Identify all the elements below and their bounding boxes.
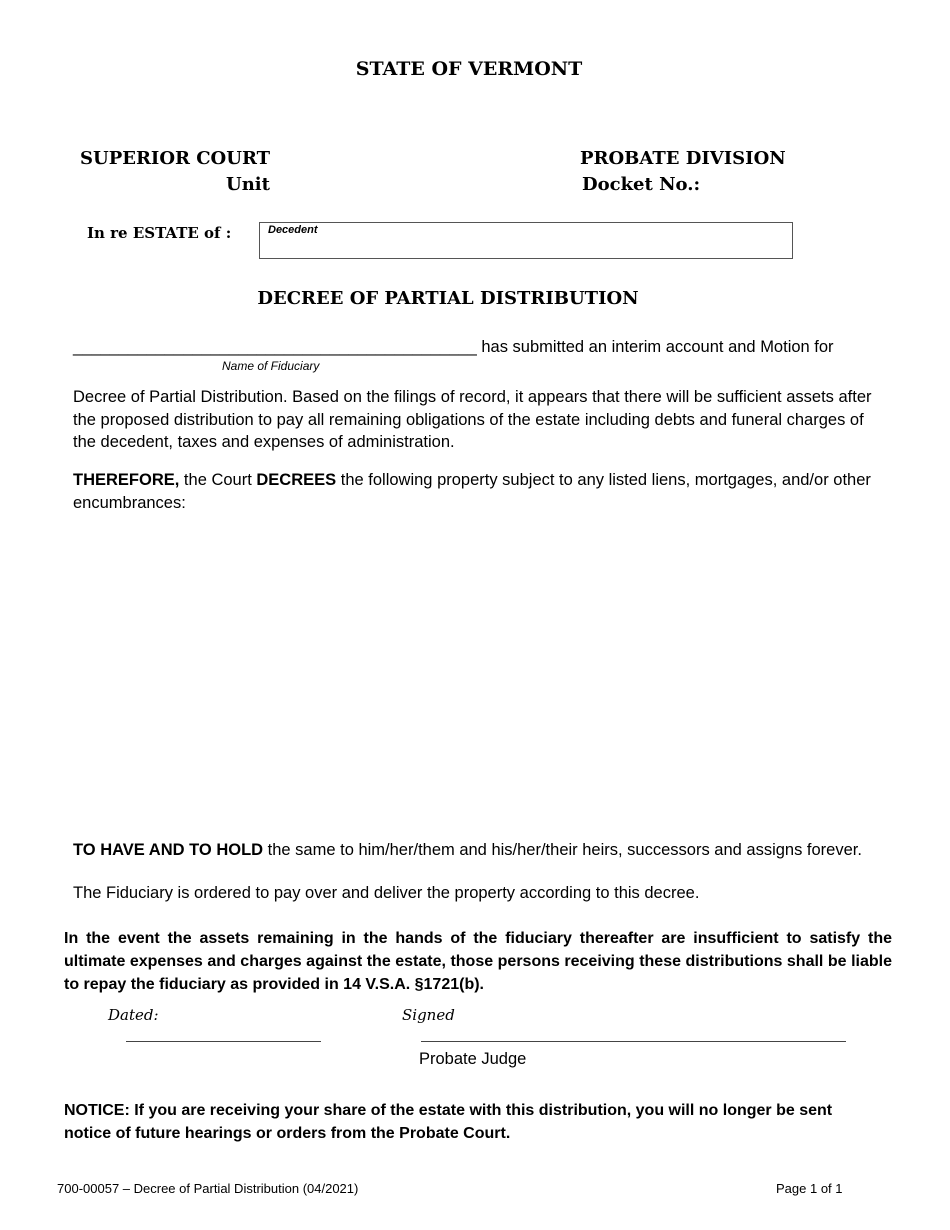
- paragraph-insufficient-assets: In the event the assets remaining in the hands of the fiduciary thereafter are insufficient to satisfy the ultimate expenses and charges against the estate, those persons receiving these distributions shall be liable to repay the fiduciary as provided in 14 V.S.A. §1721(b).: [64, 930, 892, 993]
- state-heading: STATE OF VERMONT: [355, 58, 583, 80]
- date-line[interactable]: [126, 1041, 321, 1042]
- judge-title: Probate Judge: [419, 1050, 527, 1068]
- decedent-label: Decedent: [268, 224, 318, 236]
- therefore-text-2: the following property subject to any listed liens, mortgages, and/or other encumbrances:: [73, 471, 871, 512]
- to-have-text: the same to him/her/them and his/her/their heirs, successors and assigns forever.: [263, 841, 862, 859]
- docket-number: Docket No.:: [582, 174, 701, 195]
- therefore-bold: THEREFORE,: [73, 471, 180, 489]
- signature-line[interactable]: [421, 1041, 846, 1042]
- to-have-bold: TO HAVE AND TO HOLD: [73, 841, 264, 859]
- fiduciary-blank[interactable]: ____________________________________________: [73, 338, 477, 356]
- decrees-bold: DECREES: [256, 471, 337, 489]
- court-unit: Unit: [226, 174, 270, 195]
- court-name: SUPERIOR COURT: [80, 148, 270, 169]
- estate-label: In re ESTATE of :: [87, 224, 232, 242]
- signed-label: Signed: [402, 1006, 455, 1024]
- fiduciary-text: has submitted an interim account and Motion for: [476, 338, 834, 356]
- therefore-text-1: the Court: [179, 471, 257, 489]
- page-number: Page 1 of 1: [776, 1181, 843, 1196]
- paragraph-fiduciary-order: The Fiduciary is ordered to pay over and deliver the property according to this decree.: [73, 884, 700, 902]
- document-title: DECREE OF PARTIAL DISTRIBUTION: [257, 288, 639, 309]
- fiduciary-label: Name of Fiduciary: [222, 359, 320, 373]
- form-number: 700-00057 – Decree of Partial Distribution (04/2021): [57, 1181, 359, 1196]
- paragraph-to-have-and-hold: [73, 839, 883, 862]
- division-name: PROBATE DIVISION: [580, 148, 786, 169]
- fiduciary-line: [73, 338, 883, 357]
- dated-label: Dated:: [108, 1006, 159, 1024]
- paragraph-therefore: [73, 469, 883, 514]
- decedent-field[interactable]: [259, 222, 793, 259]
- paragraph-sufficient-assets: Decree of Partial Distribution. Based on the filings of record, it appears that there will be sufficient assets after the proposed distribution to pay all remaining obligations of the estate including debts and funeral charges of the decedent, taxes and expenses of administration.: [73, 388, 872, 451]
- notice-text: NOTICE: If you are receiving your share of the estate with this distribution, you will no longer be sent notice of future hearings or orders from the Probate Court.: [64, 1102, 833, 1142]
